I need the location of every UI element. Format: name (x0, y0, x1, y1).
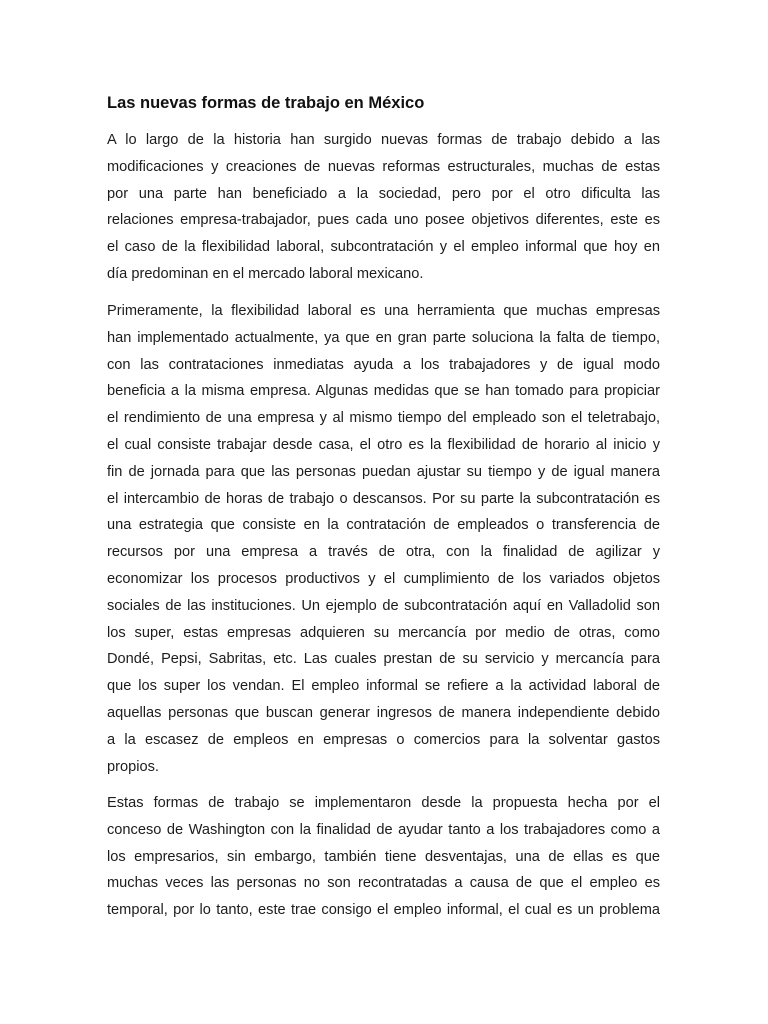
text-line: el caso de la flexibilidad laboral, subcontratación y el empleo informal que hoy en (107, 239, 660, 256)
text-line: el rendimiento de una empresa y al mismo tiempo del empleado son el teletrabajo, (107, 410, 660, 427)
text-line: conceso de Washington con la finalidad de ayudar tanto a los trabajadores como a (107, 821, 660, 838)
text-line: fin de jornada para que las personas puedan ajustar su tiempo y de igual manera (107, 463, 660, 480)
text-line: economizar los procesos productivos y el cumplimiento de los variados objetos (107, 570, 660, 587)
document-title: Las nuevas formas de trabajo en México (107, 94, 425, 112)
text-line: una estrategia que consiste en la contratación de empleados o transferencia de (107, 517, 660, 534)
text-line: beneficia a la misma empresa. Algunas medidas que se han tomado para propiciar (107, 383, 660, 400)
text-line: A lo largo de la historia han surgido nuevas formas de trabajo debido a las (107, 132, 660, 148)
text-line: día predominan en el mercado laboral mexicano. (107, 265, 424, 282)
text-line: a la escasez de empleos en empresas o comercios para la solventar gastos (107, 731, 660, 748)
text-line: Estas formas de trabajo se implementaron desde la propuesta hecha por el (107, 795, 660, 811)
paragraph-text (107, 790, 660, 924)
text-line: sociales de las instituciones. Un ejemplo de subcontratación aquí en Valladolid son (107, 597, 660, 614)
text-line: el cual consiste trabajar desde casa, el otro es la flexibilidad de horario al inicio y (107, 436, 660, 453)
text-line: temporal, por lo tanto, este trae consigo el empleo informal, el cual es un problema (107, 902, 660, 919)
text-line: relaciones empresa-trabajador, pues cada uno posee objetivos diferentes, este es (107, 212, 660, 229)
text-line: propios. (107, 758, 159, 775)
paragraph-intro (107, 127, 660, 288)
text-line: aquellas personas que buscan generar ingresos de manera independiente debido (107, 704, 660, 721)
text-line: recursos por una empresa a través de otra, con la finalidad de agilizar y (107, 544, 660, 561)
text-line: muchas veces las personas no son recontratadas a causa de que el empleo es (107, 875, 660, 892)
text-line: Dondé, Pepsi, Sabritas, etc. Las cuales prestan de su servicio y mercancía para (107, 651, 660, 668)
text-line: que los super los vendan. El empleo informal se refiere a la actividad laboral de (107, 678, 660, 695)
paragraph-text (107, 127, 660, 288)
text-line: modificaciones y creaciones de nuevas reformas estructurales, muchas de estas (107, 158, 660, 175)
paragraph-washington (107, 790, 660, 924)
text-line: el intercambio de horas de trabajo o descansos. Por su parte la subcontratación es (107, 490, 660, 507)
text-line: los super, estas empresas adquieren su mercancía por medio de otras, como (107, 624, 660, 641)
paragraph-flexibility (107, 298, 660, 780)
text-line: los empresarios, sin embargo, también tiene desventajas, una de ellas es que (107, 848, 660, 865)
text-line: con las contrataciones inmediatas ayuda a los trabajadores y de igual modo (107, 356, 660, 373)
paragraph-text (107, 298, 660, 780)
text-line: por una parte han beneficiado a la sociedad, pero por el otro dificulta las (107, 185, 660, 202)
text-line: Primeramente, la flexibilidad laboral es una herramienta que muchas empresas (107, 303, 660, 319)
text-line: han implementado actualmente, ya que en gran parte soluciona la falta de tiempo, (107, 329, 660, 346)
